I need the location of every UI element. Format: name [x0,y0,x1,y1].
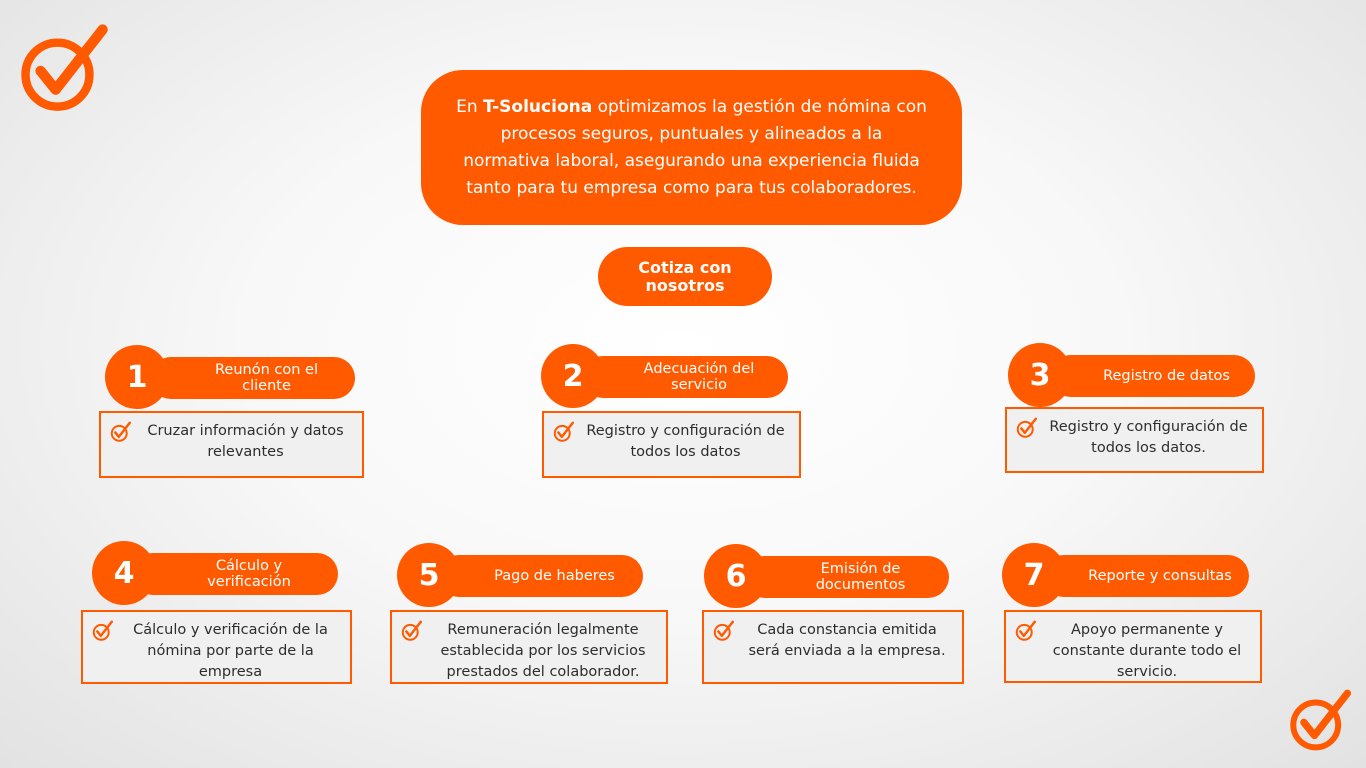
brand-check-logo-small [1286,688,1356,754]
step-6-number: 6 [704,544,768,608]
brand-name: T-Soluciona [483,96,593,117]
step-4-card [81,610,352,684]
step-1-description: Cruzar información y datos relevantes [147,423,344,460]
checkmark-icon [91,620,115,642]
step-6-card [702,610,964,684]
step-1-number: 1 [105,345,169,409]
checkmark-icon [1015,417,1039,439]
step-5-title: Pago de haberes [438,555,643,597]
step-6-title: Emisión de documentos [744,556,949,598]
step-3-card [1005,407,1264,473]
checkmark-icon [552,421,576,443]
step-5-number: 5 [397,543,461,607]
checkmark-icon [109,421,133,443]
intro-text: En T-Soluciona optimizamos la gestión de nómina con procesos seguros, puntuales y alineados a la normativa laboral, asegurando una experiencia fluida tanto para tu empresa como para tus colaboradores. [456,96,927,198]
step-1-title: Reunón con el cliente [150,357,355,399]
step-2-card [542,411,801,478]
intro-banner [421,70,962,225]
brand-check-logo [14,22,116,116]
step-2-number: 2 [541,344,605,408]
step-5-description: Remuneración legalmente establecida por los servicios prestados del colaborador. [440,622,646,680]
step-7-card [1004,610,1262,683]
step-3-number: 3 [1008,343,1072,407]
step-3-description: Registro y configuración de todos los datos. [1049,419,1248,456]
step-4-number: 4 [92,541,156,605]
step-1-card [99,411,364,478]
step-2-title: Adecuación del servicio [582,356,788,398]
step-4-description: Cálculo y verificación de la nómina por parte de la empresa [133,622,328,680]
step-4-title: Cálculo y verificación [132,553,338,595]
checkmark-icon [712,620,736,642]
checkmark-icon [1014,620,1038,642]
quote-button[interactable]: Cotiza con nosotros [598,247,772,306]
checkmark-icon [400,620,424,642]
step-7-number: 7 [1002,543,1066,607]
check-circle-icon [1286,688,1356,754]
step-7-title: Reporte y consultas [1043,555,1249,597]
step-7-description: Apoyo permanente y constante durante todo el servicio. [1052,622,1242,680]
step-3-title: Registro de datos [1050,355,1255,397]
step-5-card [390,610,668,684]
step-6-description: Cada constancia emitida será enviada a la empresa. [748,622,946,659]
check-circle-icon [14,22,116,116]
step-2-description: Registro y configuración de todos los datos [586,423,785,460]
